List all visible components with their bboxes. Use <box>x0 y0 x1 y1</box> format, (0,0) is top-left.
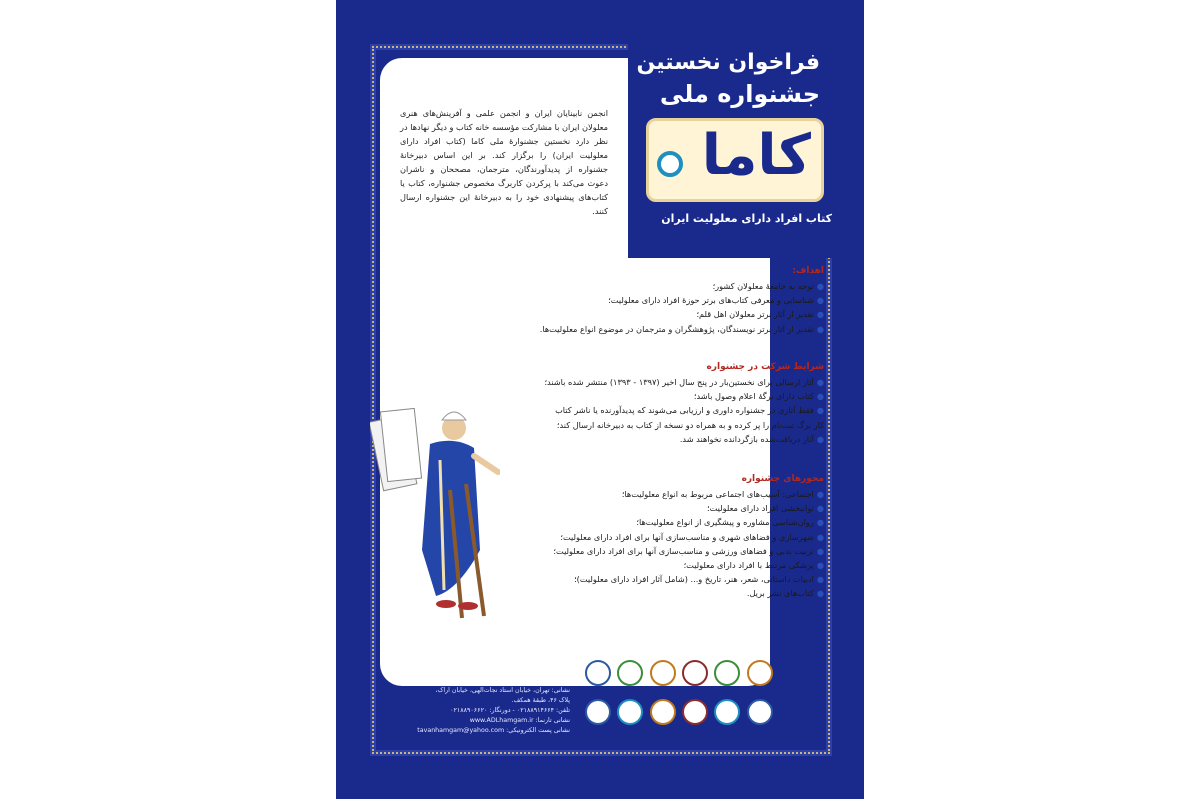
list-item: ●تربیت بدنی و فضاهای ورزشی و مناسب‌سازی آنها برای افراد دارای معلولیت؛ <box>553 545 824 556</box>
sponsor-logo-icon <box>617 660 643 686</box>
title-line-2: جشنواره ملی <box>659 80 820 108</box>
kama-emblem-icon <box>657 151 683 177</box>
list-item: ●فقط آثاری در جشنواره داوری و ارزیابی می‌شوند که پدیدآورنده یا ناشر کتاب <box>555 405 824 416</box>
sponsor-logo-icon <box>747 660 773 686</box>
sponsor-logo-icon <box>585 660 611 686</box>
deadline-text: مهلت ارسال آثار: ۳۱ مرداد ۱۳۹۸ <box>380 664 572 678</box>
list-item: ●روان‌شناسی مشاوره و پیشگیری از انواع معلولیت‌ها؛ <box>636 517 824 528</box>
address-line: پلاک ۴۶، طبقهٔ همکف. <box>511 697 570 704</box>
kama-logo <box>646 118 824 202</box>
phone-line: تلفن: ۰۲۱۸۸۹۱۴۶۶۴ - دورنگار: ۰۲۱۸۸۹۰۶۶۲۰ <box>450 707 570 714</box>
sponsor-logo-icon <box>585 699 611 725</box>
section-topics-title: محورهای جشنواره <box>741 474 824 484</box>
sponsor-logo-icon <box>617 699 643 725</box>
contact-info <box>380 686 570 736</box>
sponsor-logo-icon <box>747 699 773 725</box>
list-item: ●تقدیر از آثار برتر معلولان اهل قلم؛ <box>696 309 824 320</box>
scholar-with-crutches-illustration <box>370 400 500 622</box>
list-item: ●تقدیر از آثار برتر نویسندگان، پژوهشگران و مترجمان در موضوع انواع معلولیت‌ها. <box>539 323 824 334</box>
list-item: ●کتاب دارای برگهٔ اعلام وصول باشد؛ <box>693 391 824 402</box>
address-line: نشانی: تهران، خیابان استاد نجات‌الهی، خیابان اراک، <box>435 687 570 694</box>
email-line: نشانی پست الکترونیکی: tavanhamgam@yahoo.com <box>417 727 570 734</box>
list-item: کار برگ ثبت‌نام را پر کرده و به همراه دو نسخه از کتاب به دبیرخانه ارسال کند؛ <box>556 419 824 430</box>
section-conditions-title: شرایط شرکت در جشنواره <box>706 362 824 372</box>
list-item: ●شناسایی و معرفی کتاب‌های برتر حوزهٔ افراد دارای معلولیت؛ <box>608 295 824 306</box>
section-conditions <box>544 362 824 446</box>
list-item: ●اجتماعی: آسیب‌های اجتماعی مربوط به انواع معلولیت‌ها؛ <box>621 489 824 499</box>
section-goals-title: اهداف: <box>792 266 824 276</box>
list-item: ●پزشکی مرتبط با افراد دارای معلولیت؛ <box>683 560 824 571</box>
list-item: ●شهرسازی و فضاهای شهری و مناسب‌سازی آنها برای افراد دارای معلولیت؛ <box>560 531 824 542</box>
sponsor-logo-icon <box>650 660 676 686</box>
poster <box>336 0 864 799</box>
sponsor-logo-icon <box>650 699 676 725</box>
website-line: نشانی تارنما: www.ADLhamgam.ir <box>469 717 570 724</box>
title-line-1: فراخوان نخستین <box>636 50 820 75</box>
festival-subtitle: کتاب افراد دارای معلولیت ایران <box>661 212 832 225</box>
sponsor-logos <box>584 660 774 732</box>
list-item: ●کتاب‌های نشر بریل. <box>746 588 824 599</box>
list-item: ●ادبیات داستانی، شعر، هنر، تاریخ و... (شامل آثار افراد دارای معلولیت)؛ <box>574 574 824 585</box>
kama-logo-word: کاما <box>701 123 811 188</box>
sponsor-logo-icon <box>682 660 708 686</box>
list-item: ●توانبخشی افراد دارای معلولیت؛ <box>707 503 824 514</box>
sponsor-logo-icon <box>714 660 740 686</box>
sponsor-logo-icon <box>714 699 740 725</box>
list-item: ●آثار دریافت‌شده بازگردانده نخواهند شد. <box>679 433 824 444</box>
section-goals <box>540 266 824 336</box>
list-item: ●توجه به جامعهٔ معلولان کشور؛ <box>712 281 824 291</box>
section-topics <box>553 474 824 601</box>
list-item: ●آثار ارسالی برای نخستین‌بار در پنج سال اخیر (۱۳۹۷ - ۱۳۹۳) منتشر شده باشند؛ <box>544 377 824 387</box>
intro-paragraph: انجمن نابینایان ایران و انجمن علمی و آفرینش‌های هنری معلولان ایران با مشارکت مؤسسه خانه کتاب و دیگر نهادها در نظر دارد نخستین جشنوارهٔ ملی کاما (کتاب افراد دارای معلولیت ایران) را برگزار کند. بر این اساس دبیرخانهٔ جشنواره از پدیدآورندگان، مترجمان، مصححان و ناشران دعوت می‌کند با پرکردن کاربرگ مخصوص جشنواره، کتاب یا کتاب‌های پیشنهادی خود را به دبیرخانهٔ این جشنواره ارسال کنند. <box>400 108 608 216</box>
sponsor-logo-icon <box>682 699 708 725</box>
